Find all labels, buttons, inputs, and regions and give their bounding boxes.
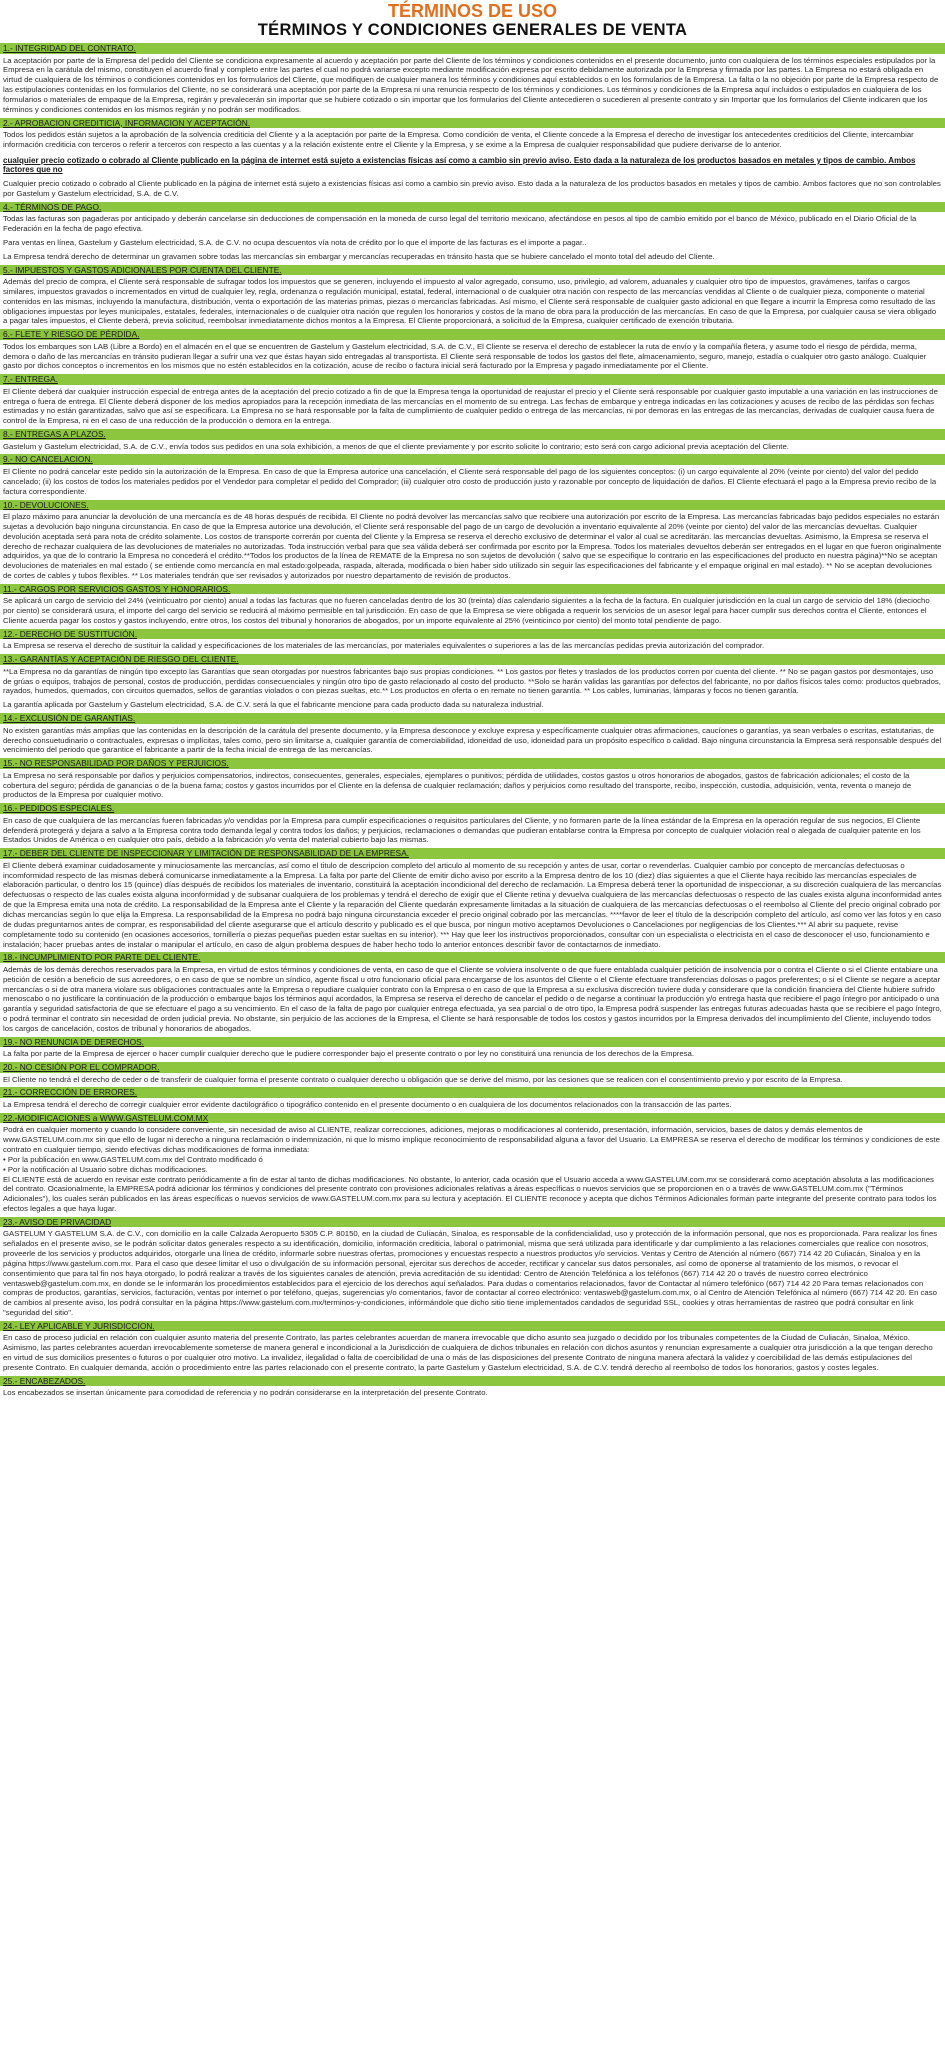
terms-section <box>0 1217 945 1321</box>
section-paragraph: Gastelum y Gastelum electricidad, S.A. de C.V., envía todos sus pedidos en una sola exhibición, a menos de que el cliente previamente y por escrito solicite lo contrario; esto será con cargo adicional previa aceptación del Cliente. <box>3 441 789 451</box>
section-heading: 6.- FLETE Y RIESGO DE PÉRDIDA. <box>0 329 945 340</box>
section-body <box>0 128 945 153</box>
section-heading: 14.- EXCLUSIÓN DE GARANTIAS. <box>0 713 945 724</box>
section-body <box>0 1047 945 1062</box>
section-body <box>0 769 945 804</box>
section-paragraph: La Empresa tendrá el derecho de corregir cualquier error evidente dactilográfico o tipográfico contenido en el presente documento o en cualquiera de los documentos relacionados con la transacción de las partes. <box>3 1099 732 1109</box>
section-heading: 16.- PEDIDOS ESPECIALES. <box>0 803 945 814</box>
section-body <box>0 510 945 584</box>
section-paragraph: GASTELUM Y GASTELUM S.A. de C.V., con domicilio en la calle Calzada Aeropuerto 5305 C.P. 80150, en la ciudad de Culiacán, Sinaloa, es responsable de la confidencialidad, uso y protección de la información personal, que nos es proporcionada. Para realizar los fines señalados en el presente aviso, se le podrán solicitar datos generales respecto a su identificación, domicilio, información crediticia, laboral o patrimonial, misma que será utilizada para identificarle y dar cumplimiento a las relaciones comerciales que realice con nosotros, proveerle de los servicios y productos adquiridos, otorgarle una línea de crédito, informarle sobre nuestras ofertas, promociones y encuestas respecto a nuestros productos y/o servicios. Ventas y Centro de Atención al número (667) 714 42 20 Culiacán, Sinaloa y en la página https://www.gastelum.com.mx. Para el caso que desee limitar el uso o divulgación de su información personal, ejercitar sus derechos de acceder, rectificar y cancelar sus datos personales, así como de oponerse al tratamiento de los mismos, o revocar el consentimiento que para tal fin nos haya otorgado, lo podrá realizar a través de los siguientes canales de atención, previa acreditación de su identidad: Centro de Atención Telefónica a los teléfonos (667) 714 42 20 o través de nuestro correo electrónico ventasweb@gastelum.com.mx, en donde se le informarán los procedimientos establecidos para el ejercicio de los derechos aquí señalados. Para dudas o comentarios relacionados, favor de Contactar al número telefónico (667) 714 42 20 Para temas relacionados con compras de productos, garantías, servicios, facturación, ventas por internet o por teléfono, quejas, sugerencias y/o comentarios, favor de contactar al correo electrónico: ventasweb@gastelum.com.mx, o al Centro de Atención Telefónica al número (667) 714 42 20. En caso de cambios al presente aviso, los podrá consultar en la página https://www.gastelum.com.mx/terminos-y-condiciones, infórmándole que dicho sitio tiene implementados candados de seguridad SSL, cookies y otras herramientas de rastreo que podrá consultar en link "seguridad del sitio". <box>3 1229 938 1318</box>
section-heading: 17.- DEBER DEL CLIENTE DE INSPECCIONAR Y LIMITACIÓN DE RESPONSABILIDAD DE LA EMPRESA. <box>0 848 945 859</box>
section-body <box>0 465 945 500</box>
section-body <box>0 1098 945 1113</box>
section-paragraph: En caso de que cualquiera de las mercancías fueren fabricadas y/o vendidas por la Empresa para cumplir especificaciones o requisitos particulares del Cliente, y no formaren parte de la línea estándar de la Empresa en la operación regular de sus negocios, El Cliente defenderá protegerá y dejara a salvo a la Empresa contra todo demanda legal y contra todos los daños; y perjuicios, reclamaciones o demandas que pudieran entablarse contra la Empresa por concepto de cualquier violación real o alegada de cualquier patente en los Estados Unidos de América o en cualquier otro país, debido a la fabricación y/o venta del material cubierto bajo las mismas. <box>3 815 921 845</box>
page-top-title: TÉRMINOS DE USO <box>387 1 557 21</box>
terms-section <box>0 43 945 118</box>
terms-section <box>0 1321 945 1376</box>
terms-section <box>0 629 945 654</box>
terms-section <box>0 654 945 713</box>
section-body <box>0 385 945 429</box>
terms-section <box>0 429 945 454</box>
section-heading: 25.- ENCABEZADOS. <box>0 1376 945 1387</box>
section-paragraph: Todas las facturas son pagaderas por anticipado y deberán cancelarse sin deducciones de compensación en la moneda de curso legal del territorio mexicano, afectándose en pesos al tipo de cambio emitido por el banco de México, publicado en el Diario Oficial de la Federación en la fecha de pago efectiva. <box>3 214 917 233</box>
section-heading: 4.- TÉRMINOS DE PAGO. <box>0 202 945 213</box>
section-paragraph: Los encabezados se insertan únicamente para comodidad de referencia y no podrán considerarse en la interpretación del presente Contrato. <box>3 1388 488 1398</box>
terms-section <box>0 584 945 629</box>
section-paragraph: La Empresa tendrá derecho de determinar un gravamen sobre todas las mercancías sin embargar y mercancías recuperadas en tránsito hasta que se hubiere cancelado el monto total del adeudo del Cliente. <box>3 251 715 261</box>
section-paragraph: El Cliente no tendrá el derecho de ceder o de transferir de cualquier forma el presente contrato o cualquier derecho u obligación que se derive del mismo, por las cesiones que se realicen con el consentimiento previo y por escrito de la Empresa. <box>3 1074 843 1084</box>
section-paragraph: El Cliente deberá examinar cuidadosamente y minuciosamente las mercancías, así como el titulo de descripcion completo del articulo al momento de su recepción y antes de usar, cortar o revenderlas. Cualquier cambio por concepto de mercancías defectuosas o incomformidad respecto de las mismas deberá comunicarse inmediatamente a la Empresa. La falta por parte del Cliente de emitir dicho aviso por escrito a la Empresa dentro de los 10 (diez) días siguientes a que el Cliente haya recibido las mercancías especiales de elaboración particular, o dentro los 15 (quince) días después de recibidos los materiales de inventario, constituirá la aceptación incondicional del derecho de reclamación. La Empresa deberá tener la oportunidad de inspeccionar, a su discreción cualquiera de las mercancías defectuosas o respecto de las cuales exista alguna inconformidad y de subsanar cualquiera de los problemas y tendrá el derecho de exigir que el Cliente retina y devuelva cualquiera de las mercancías defectuosas o respecto de las cuales exista alguna inconformidad antes de que la Empresa emita una nota de crédito. La responsabilidad de la Empresa ante el Cliente y la reparación del Cliente quedarán expresamente limitadas a la situación de cualquiera de las mercancías defectuosas o el reembolso al Cliente del precio original cobrado por dichas mercancías según lo que elija la Empresa. La responsabilidad de la Empresa no podrá bajo ninguna circunstancia exceder el precio original cobrado por las mercancías. ****favor de leer el título de la descripción completo del artículo, así como ver las fotos y en caso de dudas preguntarnos antes de comprar, es responsabilidad del cliente asegurarse que el artículo descrito y publicado es el que busca, por ningun motivo aceptamos Devoluciones o Cancelaciones por negligencias de los Clientes.*** Al abrir su paquete, revise completamente todo su contenido (en ocasiones accesorios, tornillería o piezas pequeñas pueden estar sueltas en su interior). *** Hay que leer los instructivos proporcionados, consultar con un especialista o electricista en el caso de desconocer el uso, funcionamiento e instalación; hacer pruebas antes de instalar o manipular el artículo, en caso de algun problema despues de haber hecho todo lo anterior entonces describir favor de contactarnos de inmediato. <box>3 860 942 949</box>
terms-section <box>0 713 945 758</box>
section-heading: 18.- INCUMPLIMIENTO POR PARTE DEL CLIENTE. <box>0 952 945 963</box>
terms-section <box>0 374 945 429</box>
terms-section <box>0 952 945 1036</box>
terms-section <box>0 202 945 265</box>
section-paragraph: La aceptación por parte de la Empresa del pedido del Cliente se condiciona expresamente al acuerdo y aceptación por parte del Cliente de los términos y condiciones contenidos en el presente documento, junto con cualquiera de los términos especiales estipulados por la Empresa en la carátula del mismo, constituyen el acuerdo final y completo entre las partes el cual no podrá variarse excepto mediante modificación expresa por escrito debidamente autorizada por la Empresa y firmada por las partes. La Empresa no estará obligada en virtud de cualquiera de los términos o condiciones contenidos en los formularios del Cliente, que modifiquen de cualquier manera los términos y condiciones aquí establecidos o en los formularios de la Empresa. La falta o la no objeción por parte de la Empresa respecto de las estipulaciones contenidas en los formularios del Cliente, no se considerará una aceptación por parte de la Empresa ni una renuncia respecto de los términos y condiciones. Los términos y condiciones de la Empresa aquí incluidos o estipulados en cualquiera de los formularios o materiales de empaque de la Empresa, regirán y prevalecerán sin importar que se hubiere cotizado o sin importar que los formularios del Cliente antecedieren o sucedieren al presente contrato y sin Importar que los formularios del Cliente indicaren que los términos y condiciones contenidos en los mismos regirán y no podrán ser modificados. <box>3 55 939 114</box>
section-body <box>0 1227 945 1321</box>
section-paragraph: En caso de proceso judicial en relación con cualquier asunto materia del presente Contrato, las partes celebrantes acuerdan de manera irrevocable que dicho asunto sea juzgado o decidido por los tribunales competentes de la Ciudad de Culiacán, Sinaloa, México. Asimismo, las partes celebrantes acuerdan irrevocablemente someterse de manera general e incondicional a la Jurisdicción de cualquiera de dichos tribunales en relación con dichos asuntos y renuncian expresamente a cualquier otra jurisdicción a la que tengan derecho en virtud de sus domicilios presentes o futuros o por cualquier otro motivo. La invalidez, ilegalidad o falta de coercibilidad de una o más de las disposiciones del presente Contrato de ninguna manera afectará la validez y coercibilidad de las demás estipulaciones del presente Contrato. En cualquier demanda, acción o procedimiento entre las partes relacionado con el presente contrato, la parte Gastelum y Gastelum electricidad, S.A. de C.V. tendrá derecho al reembolso de todos los honorarios, gastos y costes legales. <box>3 1333 933 1372</box>
section-body <box>0 859 945 953</box>
section-heading: 24.- LEY APLICABLE Y JURISDICCION. <box>0 1321 945 1332</box>
section-body <box>0 1386 945 1401</box>
section-body <box>0 1331 945 1375</box>
terms-section <box>0 848 945 952</box>
terms-section <box>0 1037 945 1062</box>
section-paragraph: Además de los demás derechos reservados para la Empresa, en virtud de estos términos y condiciones de venta, en caso de que el Cliente se volviera insolvente o de que fuere entablada cualquier petición de insolvencia por o contra el Cliente o si el Cliente entabiare una petición de cesión a beneficio de sus acreedores, o en caso de que se nombre un síndico, agente fiscal u otro funcionario oficial para encargarse de los asuntos del Cliente o el Cliente efectuare transferencias dolosas o pagos preferentes; o si el Cliente se negare a aceptar mercancías o si de otra manera violare sus obligaciones contractuales ante la Empresa o repudiare cualquier contrato con la Empresa o en caso de que la Empresa a su exclusiva discreción tuviere duda y considerare que la condición financiera del Cliente hubiere sufrido menoscabo o no justificare la continuación de la producción o embarque bajos los términos aquí acordados, la Empresa se reserva el derecho de cancelar el pedido o de negarse a continuar la producción y/o entrega hasta que recibiere el pago íntegro por anticipado o una garantía y seguridad satisfactoria de que se efectuare el pago a su vencimiento. En el caso de la falta de pago por cualquier entrega efectuada, ya sea parcial o de otro tipo, la Empresa podrá suspender las entregas futuras adecuadas hasta que se recibiere el pago íntegro, o podrá terminar el contrato sin necesidad de orden judicial previa. No obstante, sin perjuicio de las acciones de la Empresa, el Cliente se hará responsable de todos los costos y gastos incurridos por la Empresa derivados del incumplimiento del Cliente, incluyendo todos los cargos de cancelación, costos de tribunal y honorarios de abogados. <box>3 964 942 1033</box>
section-paragraph: Para ventas en línea, Gastelum y Gastelum electricidad, S.A. de C.V. no ocupa descuentos vía nota de crédito por lo que el importe de las facturas es el importe a pagar.. <box>3 237 587 247</box>
section-paragraph: La garantía aplicada por Gastelum y Gastelum electricidad, S.A. de C.V. será la que el fabricante mencione para cada producto dada su naturaleza industrial. <box>3 700 544 710</box>
section-paragraph: La falta por parte de la Empresa de ejercer o hacer cumplir cualquier derecho que le pudiere corresponder bajo el presente contrato o por ley no constituirá una renuncia de los derechos de la Empresa. <box>3 1049 695 1059</box>
terms-section <box>0 1087 945 1112</box>
terms-section <box>0 118 945 202</box>
section-paragraph: Todos los pedidos están sujetos a la aprobación de la solvencia crediticia del Cliente y a la aceptación por parte de la Empresa. Como condición de venta, el Cliente concede a la Empresa el derecho de investigar los antecedentes crediticios del Cliente, intercambiar información crediticia con terceros o referir a terceros con respecto a las cuentas y a la relación existente entre el Cliente y la Empresa, y se exime a la Empresa de cualquier responsabilidad que pudiere derivarse de lo anterior. <box>3 130 914 149</box>
section-heading: 20.- NO CESIÓN POR EL COMPRADOR. <box>0 1062 945 1073</box>
section-heading: 15.- NO RESPONSABILIDAD POR DAÑOS Y PERJUICIOS. <box>0 758 945 769</box>
section-body <box>0 177 945 202</box>
section-heading: 2.- APROBACION CREDITICIA, INFORMACION Y ACEPTACIÓN. <box>0 118 945 129</box>
section-body <box>0 212 945 264</box>
section-heading: 5.- IMPUESTOS Y GASTOS ADICIONALES POR CUENTA DEL CLIENTE. <box>0 265 945 276</box>
section-heading: 7.- ENTREGA. <box>0 374 945 385</box>
section-paragraph: El plazo máximo para anunciar la devolución de una mercancía es de 48 horas después de recibida. El Cliente no podrá devolver las mercancías salvo que recibiere una autorización por escrito de la Empresa. Las mercancías fabricadas bajo pedidos especiales no estarán sujetas a devolución bajo ninguna circunstancia. En caso de que la Empresa autorice una devolución, el Cliente será responsable del pago de un cargo de devolución a inventario equivalente al 20% (veinte por ciento) del valor de las mercancías devueltas. Cualquier devolución aceptada será para nota de crédito solamente. Los costos de transporte correrán por cuenta del Cliente y la Empresa se reserva el derecho exclusivo de determinar el valor al cual se acreditarán. las mercancías devueltas. Asimismo, la Empresa se reserva el derecho de rechazar cualquiera de las devoluciones de materiales no autorizadas. Toda instrucción verbal para que sea válida deberá ser confirmada por escrito por la Empresa. Todos los materiales devueltos deberán ser entregados en el lugar en que fueron originalmente adquiridos, ya que de lo contrario la Empresa no concederá el crédito.**Todos los productos de la línea de REMATE de la Empresa no son sujetos de devolución ( salvo que se especifique lo contrario en las especificaciones del producto en nuestra página)**No se aceptan devoluciones de materiales en mal estado ( se entiende como mercancía en mal estado:golpeada, raspada, alterada, modificada o bien haber sido utilizado sin seguir las especificaciones del fabricante y el empaque original en mal estado). ** No se aceptan devoluciones de cortes de cables y tubos flexibles. ** Los materiales tendrán que ser revisados y autorizados por nuestro departamento de revisión de productos. <box>3 512 942 581</box>
terms-section <box>0 454 945 499</box>
section-paragraph: **La Empresa no da garantías de ningún tipo excepto las Garantías que sean otorgadas por nuestros fabricantes bajo sus propias condiciones. ** Los gastos por fletes y traslados de los productos corren por cuenta del cliente. ** No se pagan gastos por desmontajes, uso de grúas o equipos, trabajos de personal, costos de producción, perdidas consecuenciales y ningún otro tipo de gasto relacionado al costo del producto. **Solo se harán validas las garantías por defectos del fabricante, no por daños físicos tales como: productos quebrados, rayados, humedos, quemados, con circuitos quemados, sellos de garantías violados o con piezas sueltas, etc.** Los productos en oferta o en remate no tienen garantía. ** Los cables, luminarias, lámparas y focos no tienen garantía. <box>3 666 941 696</box>
section-paragraph: Se aplicará un cargo de servicio del 24% (veinticuatro por ciento) anual a todas las facturas que no fueren canceladas dentro de los 30 (treinta) días calendario siguientes a la fecha de la factura. En cualquier jurisdicción en la cual un cargo de servicio del 18% (dieciocho por ciento) se considerará usura, el importe del cargo del servicio se reducirá al máximo permisible en tal jurisdicción. En caso de que la Empresa se viere obligada a requerir los servicios de un asesor legal para hacer cumplir sus derechos contra el Cliente, entonces el Cliente acuerda pagar los costos y gastos incluyendo, entre otros, los costos del tribunal y honorarios de abogados, por un importe equivalente al 25% (veinticinco por ciento) del monto total pendiente de pago. <box>3 596 930 626</box>
section-heading: 10.- DEVOLUCIONES. <box>0 500 945 511</box>
price-notice: cualquier precio cotizado o cobrado al Cliente publicado en la página de internet está sujeto a existencias físicas así como a cambio sin previo aviso. Esto dada a la naturaleza de los productos basados en metales y tipos de cambio. Ambos factores que no <box>3 155 916 175</box>
section-heading: 11.- CARGOS POR SERVICIOS GASTOS Y HONORARIOS. <box>0 584 945 595</box>
section-body <box>0 594 945 629</box>
section-heading: 13.- GARANTÍAS Y ACEPTACIÓN DE RIESGO DEL CLIENTE. <box>0 654 945 665</box>
terms-section <box>0 265 945 330</box>
section-body <box>0 340 945 375</box>
section-paragraph: El Cliente deberá dar cualquier instrucción especial de entrega antes de la aceptación del precio cotizado a fin de que la Empresa tenga la oportunidad de reajustar el precio y el Cliente será responsable por cualquier gasto imputable a una variación en las instrucciones de entrega o fuera de entrega. El Cliente deberá disponer de los medios apropiados para la recepción inmediata de las mercancías en el momento de su entrega. Las fechas de embarque y entrega indicadas en las cotizaciones y acuses de recibo de las pérdidas son fechas estimadas y no están garantizadas, salvo que así se especificara. La Empresa no se hará responsable por la falta de cumplimiento de cualquier pedido o entrega de las mercancías, ni por demoras en las entregas de las mercancías, derivadas de cualquier causa fuera de control de la Empresa, ni en el caso de una reducción de la producción o demora en la entrega. <box>3 386 938 426</box>
section-body <box>0 639 945 654</box>
section-paragraph: Además del precio de compra, el Cliente será responsable de sufragar todos los impuestos que se generen, incluyendo el impuesto al valor agregado, consumo, uso, privilegio, ad valorem, aduanales y cualquier otro tipo de impuestos, gravámenes, tarifas o cargos similares, impuestos gravados o incrementados en virtud de cualquier ley, regla, ordenanza o regulación municipal, estatal, federal, internacional o de cualquier otra nación con respecto de las mercancías vendidas al Cliente o de cualquier pieza, componente o material contenidos en las mismas, incluyendo la manufactura, distribución, venta o exportación de las materias primas, piezas o mercancías fabricadas. Así mismo, el Cliente será responsable de cualquier gasto adicional en que llegare a incurrir la Empresa como resultado de las obligaciones impuestas por leyes municipales, estatales, federales, internacionales o de cualquier otra nación que regulen los honorarios y costos de la mano de obra para la producción de las mercancías. En caso de que la Empresa, por cualquier causa se viera obligado a pagar tales impuestos, el Cliente deberá, previa solicitud, reembolsar inmediatamente dichos montos a la Empresa. El Cliente proporcionará, a solicitud de la Empresa, cualquier certificado de exención tributaria. <box>3 277 937 326</box>
terms-section <box>0 1062 945 1087</box>
section-body <box>0 1073 945 1088</box>
section-heading: 12.- DERECHO DE SUSTITUCIÓN. <box>0 629 945 640</box>
section-body <box>0 54 945 118</box>
section-body <box>0 665 945 713</box>
terms-section <box>0 758 945 803</box>
section-body <box>0 275 945 329</box>
section-body <box>0 963 945 1037</box>
section-paragraph: Cualquier precio cotizado o cobrado al Cliente publicado en la página de internet está sujeto a existencias físicas así como a cambio sin previo aviso. Esto dada a la naturaleza de los productos basados en metales y tipos de cambio. Ambos factores que no son controlables por Gastelum y Gastelum electricidad, S.A. de C.V. <box>3 178 941 198</box>
terms-section <box>0 1113 945 1217</box>
page-main-title: TÉRMINOS Y CONDICIONES GENERALES DE VENTA <box>257 21 688 39</box>
section-heading: 21.- CORRECCIÓN DE ERRORES. <box>0 1087 945 1098</box>
section-heading: 23.- AVISO DE PRIVACIDAD <box>0 1217 945 1228</box>
sections-container <box>0 43 945 1401</box>
section-body <box>0 440 945 455</box>
section-heading: 8.- ENTREGAS A PLAZOS. <box>0 429 945 440</box>
section-body <box>0 1123 945 1217</box>
section-paragraph: Podrá en cualquier momento y cuando lo considere conveniente, sin necesidad de aviso al CLIENTE, realizar correcciones, adiciones, mejoras o modificaciones al contenido, presentación, información, servicios, bases de datos y demás elementos de www.GASTELUM.com.mx sin que ello de lugar ni derecho a ninguna reclamación o indemnización, ni que lo mismo implique reconocimiento de responsabilidad alguna a favor del Usuario. La EMPRESA se reserva el derecho de modificar los términos y condiciones de este contrato en cualquier tiempo, siendo efectivas dichas modificaciones de forma inmediata: • Por la publicación en www.GASTELUM.com.mx del Contrato modificado ó • Por la notificación al Usuario sobre dichas modificaciones. El CLIENTE está de acuerdo en revisar este contrato periódicamente a fin de estar al tanto de dichas modificaciones. No obstante, lo anterior, cada ocasión que el Usuario acceda a www.GASTELUM.com.mx se considerará como aceptación absoluta a las modificaciones del contrato. Ocasionalmente, la EMPRESA podrá adicionar los términos y condiciones del presente contrato con provisiones adicionales relativas a áreas específicas o nuevos servicios que se proporcionen en o a través de www.GASTELUM.com.mx ("Términos Adicionales"), los cuales serán publicados en las áreas específicas o nuevos servicios de www.GASTELUM.com.mx para su lectura y aceptación. El CLIENTE reconoce y acepta que dichos Términos Adicionales forman parte integrante del presente contrato para todos los efectos legales a que haya lugar. <box>3 1125 940 1214</box>
section-paragraph: La Empresa no será responsable por daños y perjuicios compensatorios, indirectos, consecuentes, generales, especiales, ejemplares o punitivos; pérdida de utilidades, costos gastos u otros honorarios de abogados, gastos de fabricación adicionales; el costo de la cobertura del seguro; pérdida de ganancias o de la buena fama; costos y gastos incurridos por el Cliente en la defensa de cualquier reclamación; daños y perjuicios como resultado del transporte, recibo, inspección, custodia, adquisición, venta, reventa o manejo de productos de la Empresa por cualquier motivo. <box>3 770 912 800</box>
terms-section <box>0 1376 945 1401</box>
section-heading: 9.- NO CANCELACION. <box>0 454 945 465</box>
section-paragraph: La Empresa se reserva el derecho de sustituir la calidad y especificaciones de los materiales de las mercancías, por materiales equivalentes o superiores a las de las mercancías pedidas previa autorización del comprador. <box>3 641 765 651</box>
terms-section <box>0 803 945 848</box>
section-heading: 1.- INTEGRIDAD DEL CONTRATO. <box>0 43 945 54</box>
section-paragraph: Todos los embarques son LAB (Libre a Bordo) en el almacén en el que se encuentren de Gastelum y Gastelum electricidad, S.A. de C.V., El Cliente se reserva el derecho de establecer la ruta de envío y la compañía fletera, y asume todo el riesgo de pérdida, merma, demora o daño de las mercancías en tránsito pudieran llegar a sufrir una vez que éstas hayan sido entregadas al transportista. El Cliente será responsable de todos los gastos del flete, almacenamiento, seguro, manejo, estadía o cualquier otro gasto análogo. Cualquier gasto por dichos conceptos o incrementos en los mismos que no estén establecidos en la cotización, acuse de recibo o factura inicial será facturado por la Empresa y pagado inmediatamente por el Cliente. <box>3 341 927 371</box>
section-paragraph: El Cliente no podrá cancelar este pedido sin la autorización de la Empresa. En caso de que la Empresa autorice una cancelación, el Cliente será responsable del pago de los siguientes conceptos: (i) un cargo equivalente al 20% (veinte por ciento) del valor del pedido cancelado; (ii) los costos de todos los materiales pedidos por el Vendedor para completar el pedido del Comprador; (iii) cualquier otro costo de producción justo y razonable por concepto de liquidación de daños. El Cliente efectuará el pago a la Empresa previo recibo de la factura correspondiente. <box>3 466 937 496</box>
section-heading: 19.- NO RENUNCIA DE DERECHOS. <box>0 1037 945 1048</box>
section-body <box>0 814 945 849</box>
section-heading: 22.-MODIFICACIONES a WWW.GASTELUM.COM.MX <box>0 1113 945 1124</box>
terms-section <box>0 500 945 584</box>
section-body <box>0 724 945 759</box>
section-paragraph: No existen garantías más amplias que las contenidas en la descripción de la carátula del presente documento, y la Empresa desconoce y excluye expresa y específicamente cualquier otras afirmaciones, caucíones o garantías, ya sean verbales o escritas, estatutarias, de derecho consuetudinario o contractuales, expresas o implícitas, tales como, pero sin limitarse a, cualquier garantía de comerciabilidad, idoneidad de uso, idoneidad para un propósito específico o calidad. Bajo ninguna circunstancia la Empresa será responsable después del vencimiento del periodo que garantice el fabricante a partir de la fecha inicial de entrega de las mercancías. <box>3 725 942 755</box>
terms-section <box>0 329 945 374</box>
